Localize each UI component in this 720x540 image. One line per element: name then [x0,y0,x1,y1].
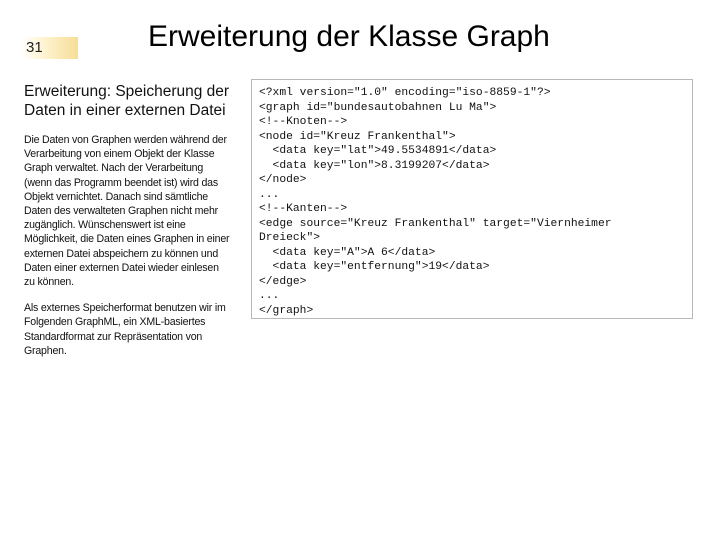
section-heading: Erweiterung: Speicherung der Daten in einer externen Datei [24,83,230,119]
code-line: </edge> [259,275,307,288]
paragraph-graphml: Als externes Speicherformat benutzen wir im Folgenden GraphML, ein XML-basiertes Standardformat zur Repräsentation von Graphen. [24,302,226,357]
code-line: ... [259,290,280,302]
code-line: <!--Kanten--> [259,203,348,215]
code-line: <data key="entfernung">19</data> [259,261,490,273]
code-line: <!--Knoten--> [259,116,348,128]
code-line: <node id="Kreuz Frankenthal"> [259,130,456,143]
slide-title: Erweiterung der Klasse Graph [148,20,550,53]
code-line: <data key="lon">8.3199207</data> [259,159,490,172]
code-line: <graph id="bundesautobahnen Lu Ma"> [259,101,497,114]
slide-number: 31 [26,39,43,56]
code-line: </node> [259,174,307,186]
code-line: <edge source="Kreuz Frankenthal" target="Viernheimer [259,217,612,230]
code-line: ... [259,188,280,201]
code-line: </graph> [259,304,314,317]
code-listing-box [251,79,693,319]
code-line: Dreieck"> [259,232,321,244]
code-line: <?xml version="1.0" encoding="iso-8859-1"?> [259,87,551,99]
left-text-column [24,82,230,370]
graphml-code [252,80,692,318]
paragraph-graph-data: Die Daten von Graphen werden während der Verarbeitung von einem Objekt der Klasse Graph verwaltet. Nach der Verarbeitung (wenn das Programm beendet ist) wird das Objekt vernichtet. Danach sind sämtliche Daten des verwalteten Graphen nicht mehr zugänglich. Wünschenswert ist eine Möglichkeit, die Daten eines Graphen in einer externen Datei abspeichern zu können und Daten einer externen Datei wieder einlesen zu können. [24,134,230,289]
code-line: <data key="A">A 6</data> [259,246,436,259]
code-line: <data key="lat">49.5534891</data> [259,145,497,157]
